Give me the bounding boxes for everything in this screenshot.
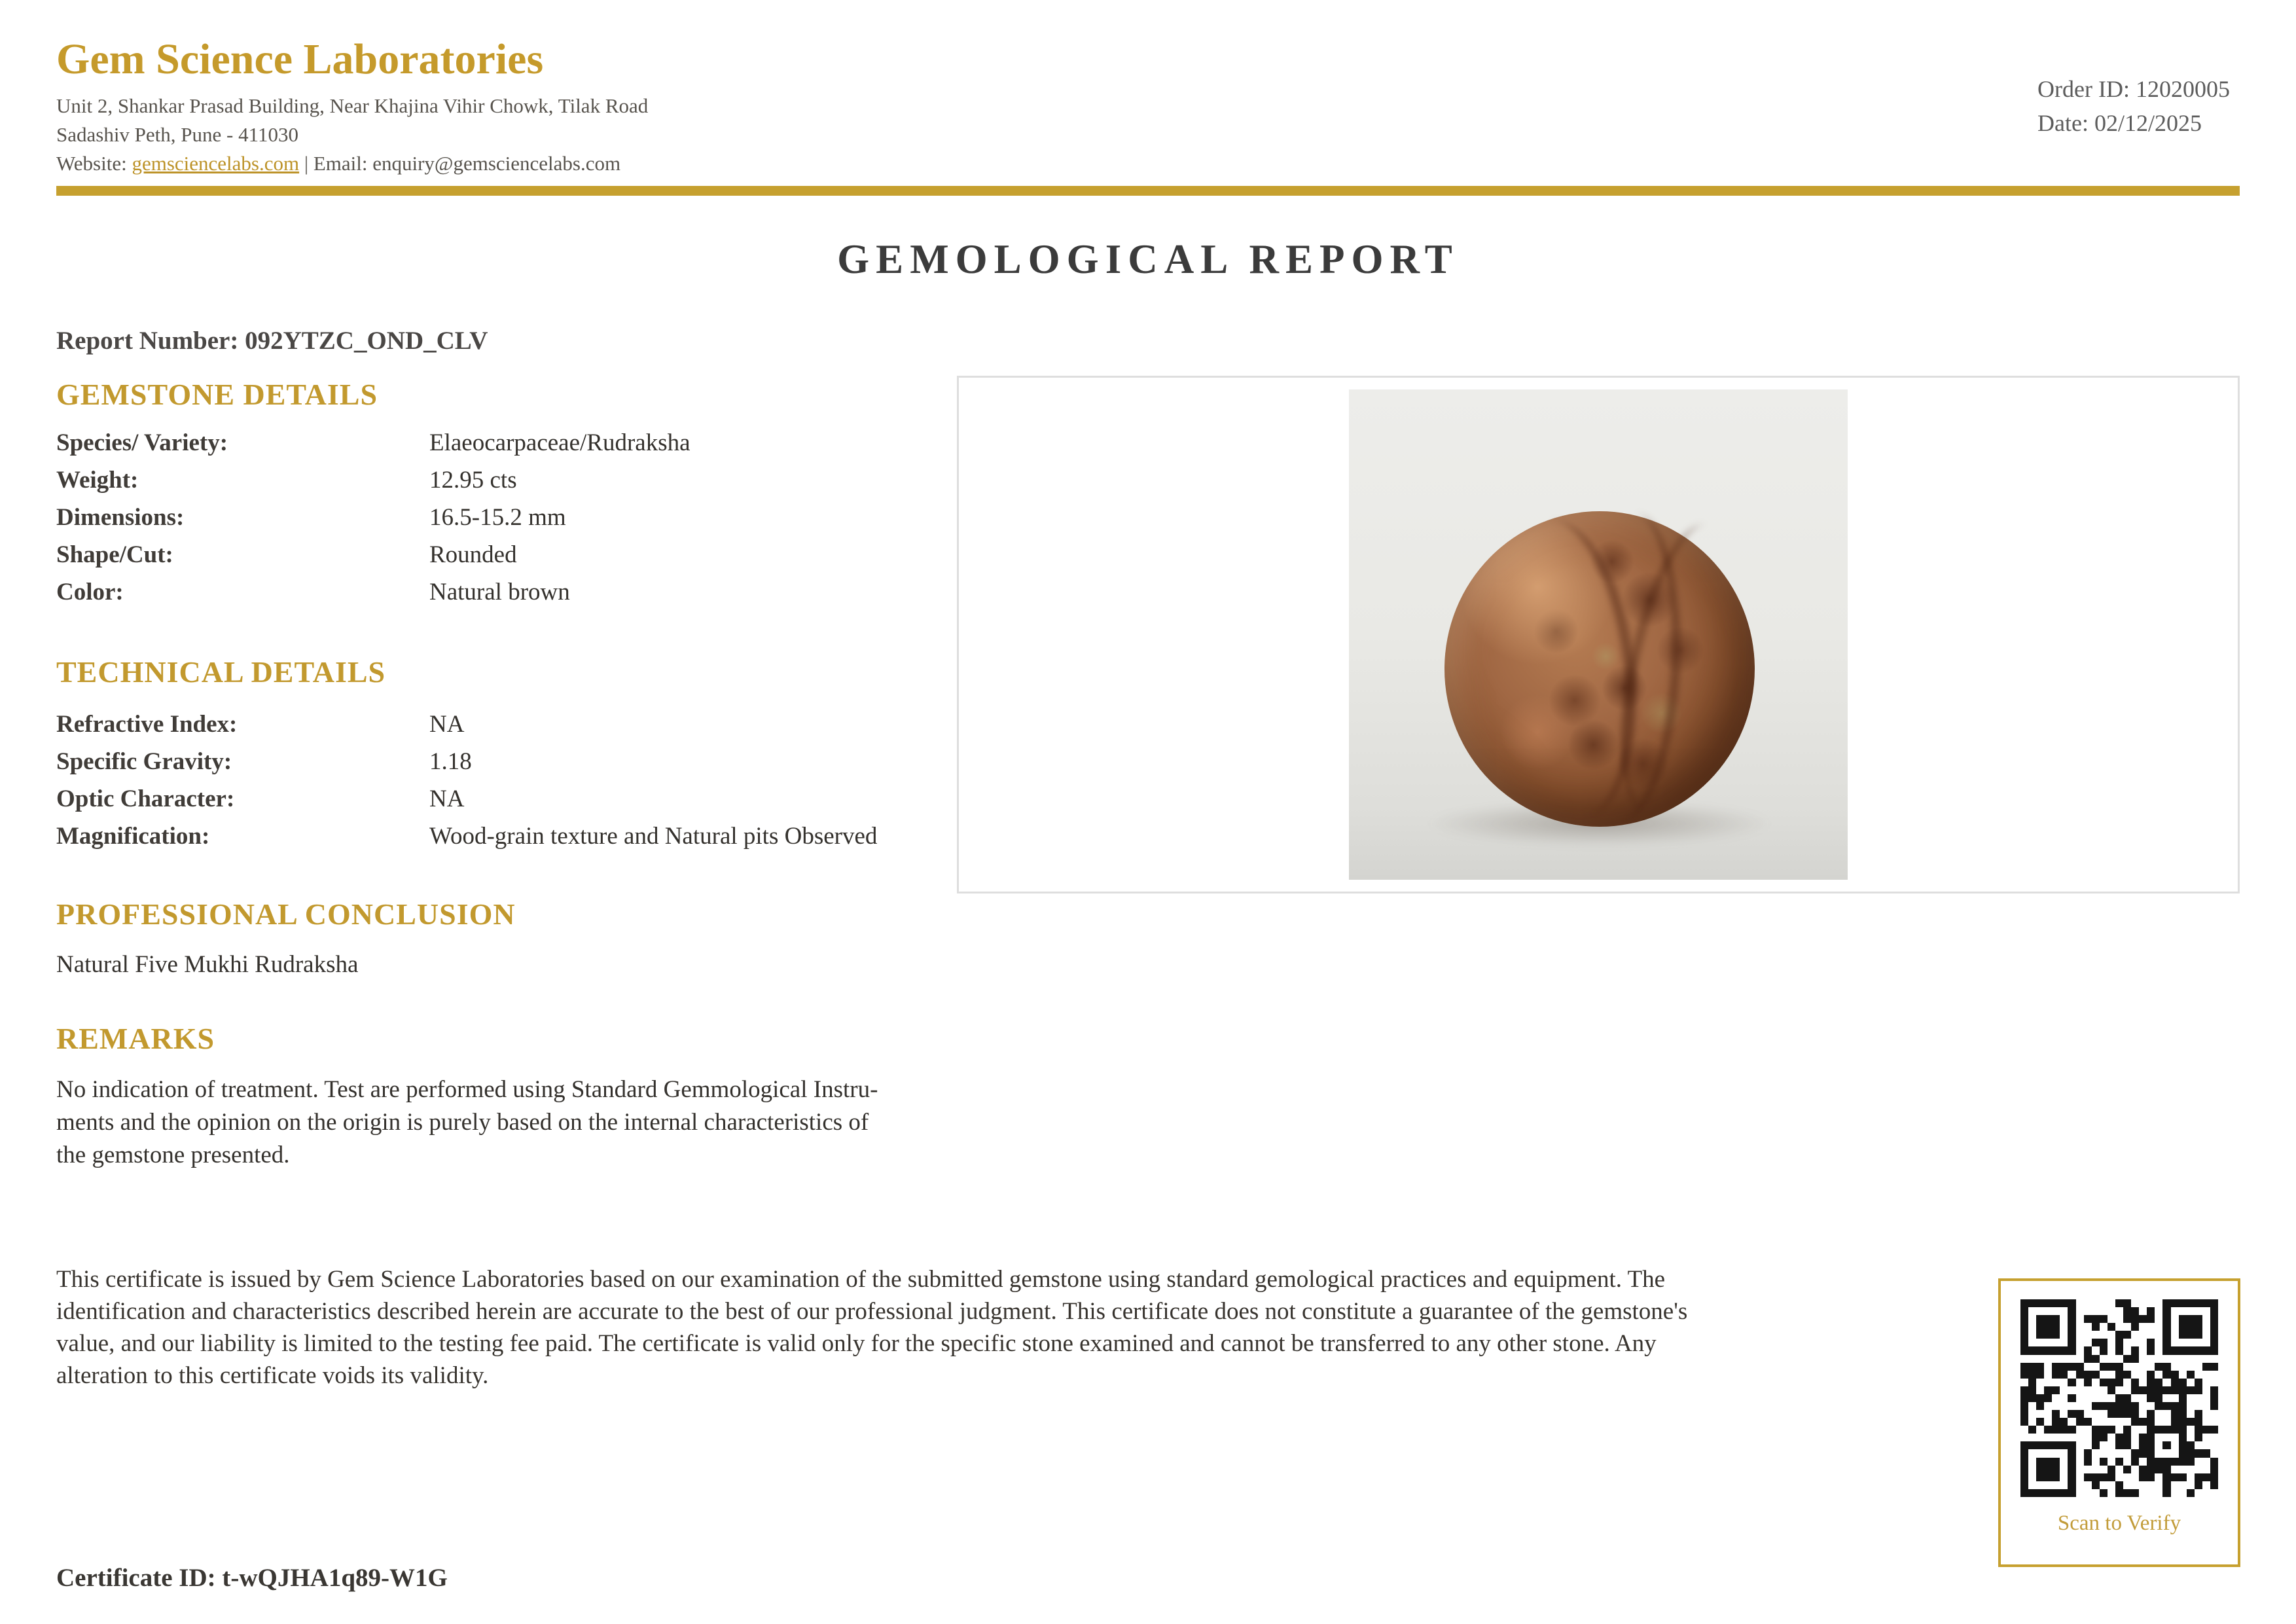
gemstone-photo-frame	[957, 376, 2240, 893]
lab-name: Gem Science Laboratories	[56, 35, 544, 83]
row-label: Specific Gravity:	[56, 748, 232, 775]
row-value: 12.95 cts	[429, 467, 517, 494]
remarks-line: the gemstone presented.	[56, 1142, 290, 1168]
row-label: Dimensions:	[56, 504, 185, 531]
table-row	[56, 710, 877, 748]
gemstone-details-table	[56, 429, 691, 615]
report-number: Report Number: 092YTZC_OND_CLV	[56, 327, 488, 355]
email-text: Email: enquiry@gemsciencelabs.com	[313, 152, 621, 175]
technical-details-table	[56, 710, 877, 859]
website-line	[56, 149, 648, 178]
order-date: Date: 02/12/2025	[2037, 110, 2202, 136]
lab-address	[56, 92, 648, 178]
certificate-id: Certificate ID: t-wQJHA1q89-W1G	[56, 1564, 448, 1592]
address-line-2: Sadashiv Peth, Pune - 411030	[56, 123, 298, 146]
row-value: Elaeocarpaceae/Rudraksha	[429, 429, 691, 456]
disclaimer-text: This certificate is issued by Gem Science Laboratories based on our examination of the submitted gemstone using standard gemological practices and equipment. The identification and characteristics described herein are accurate to the best of our professional judgment. This certificate does not constitute a guarantee of the gemstone's value, and our liability is limited to the testing fee paid. The certificate is valid only for the specific stone examined and cannot be transferred to any other stone. Any alteration to this certificate voids its validity.	[56, 1266, 1688, 1389]
row-label: Species/ Variety:	[56, 429, 228, 456]
separator: |	[299, 152, 314, 175]
row-value: NA	[429, 711, 465, 738]
row-value: 1.18	[429, 748, 472, 775]
order-info	[2037, 72, 2230, 140]
order-id: Order ID: 12020005	[2037, 76, 2230, 102]
remarks-line: No indication of treatment. Test are performed using Standard Gemmological Instru-	[56, 1076, 878, 1103]
gemstone-details-heading: GEMSTONE DETAILS	[56, 378, 378, 411]
verify-box	[1998, 1278, 2240, 1567]
row-label: Optic Character:	[56, 785, 235, 812]
table-row	[56, 541, 691, 578]
row-value: NA	[429, 785, 465, 812]
remarks-heading: REMARKS	[56, 1022, 215, 1055]
table-row	[56, 466, 691, 503]
website-label: Website:	[56, 152, 132, 175]
table-row	[56, 748, 877, 785]
technical-details-heading: TECHNICAL DETAILS	[56, 655, 386, 689]
row-value: Rounded	[429, 541, 517, 568]
row-value: 16.5-15.2 mm	[429, 504, 566, 531]
rudraksha-bead	[1444, 511, 1755, 827]
professional-conclusion-heading: PROFESSIONAL CONCLUSION	[56, 897, 516, 931]
row-label: Shape/Cut:	[56, 541, 173, 568]
table-row	[56, 822, 877, 859]
qr-code	[2020, 1299, 2218, 1497]
row-label: Weight:	[56, 467, 139, 494]
table-row	[56, 429, 691, 466]
professional-conclusion-text: Natural Five Mukhi Rudraksha	[56, 951, 359, 978]
table-row	[56, 578, 691, 615]
header-divider-rule	[56, 186, 2240, 196]
gemstone-photo	[1349, 389, 1848, 880]
row-value: Natural brown	[429, 579, 570, 605]
row-label: Magnification:	[56, 823, 210, 850]
qr-label: Scan to Verify	[2057, 1511, 2181, 1535]
row-label: Color:	[56, 579, 124, 605]
remarks-text	[56, 1074, 933, 1172]
website-link[interactable]: gemsciencelabs.com	[132, 152, 300, 175]
table-row	[56, 503, 691, 541]
table-row	[56, 785, 877, 822]
header-left	[56, 35, 648, 178]
row-value: Wood-grain texture and Natural pits Observed	[429, 823, 878, 850]
remarks-line: ments and the opinion on the origin is purely based on the internal characteristics of	[56, 1109, 869, 1136]
page-title: GEMOLOGICAL REPORT	[837, 236, 1459, 282]
address-line-1: Unit 2, Shankar Prasad Building, Near Khajina Vihir Chowk, Tilak Road	[56, 94, 649, 117]
row-label: Refractive Index:	[56, 711, 238, 738]
